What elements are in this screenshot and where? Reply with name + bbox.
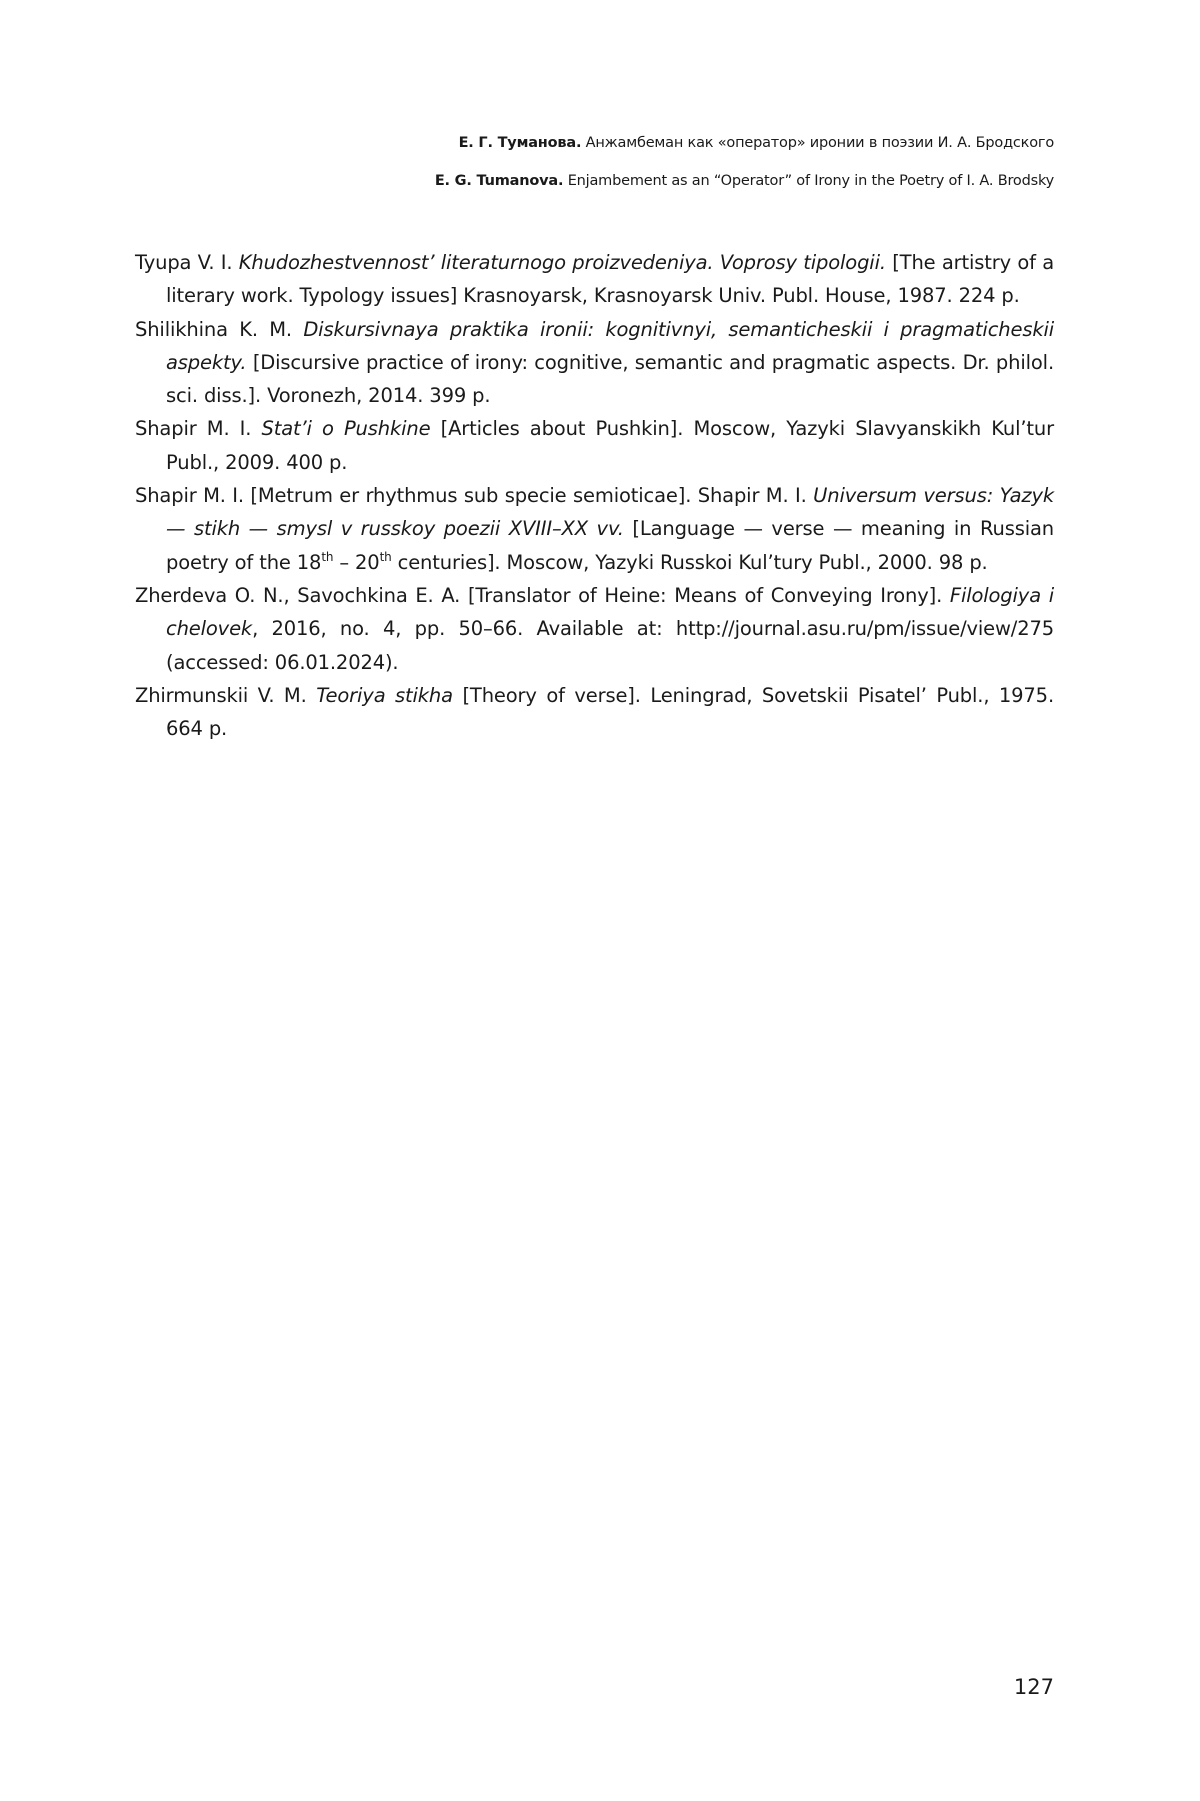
reference-item-shapir-universum [135,479,1054,579]
ref-details: , 2016, no. 4, pp. 50–66. Available at: http://journal.asu.ru/pm/issue/view/275 (accessed: 06.01.2024). [166,617,1054,674]
running-head-english [435,162,1054,200]
ref-details: [Theory of verse]. Leningrad, Sovetskii Pisatel’ Publ., 1975. 664 p. [166,683,1054,741]
ref-title: Diskursivnaya praktika ironii: kognitivnyi, semanticheskii i pragmaticheskii aspekty. [166,317,1055,374]
ref-authors: Shilikhina K. M. [135,317,304,341]
ref-title: Universum versus: Yazyk — stikh — smysl v russkoy poezii XVIII–XX vv. [166,484,1054,541]
reference-item-tyupa [135,246,1054,313]
running-head-ru-title: Анжамбеман как «оператор» иронии в поэзии И. А. Бродского [585,135,1054,151]
running-head-en-title: Enjambement as an “Operator” of Irony in the Poetry of I. A. Brodsky [567,173,1054,189]
ref-title: Khudozhestvennost’ literaturnogo proizvedeniya. Voprosy tipologii. [238,251,886,274]
ref-details: [The artistry of a literary work. Typology issues] Krasnoyarsk, Krasnoyarsk Univ. Publ. House, 1987. 224 p. [166,251,1054,308]
reference-item-shapir-pushkin [135,412,1054,479]
ref-title: Stat’i o Pushkine [261,417,431,441]
ref-details: [Articles about Pushkin]. Moscow, Yazyki Slavyanskikh Kul’tur Publ., 2009. 400 p. [166,417,1054,474]
ref-details: – 20 [333,550,380,574]
ref-authors: Zherdeva O. N., Savochkina E. A. [Translator of Heine: Means of Conveying Irony]. [135,583,950,607]
ref-authors: Tyupa V. I. [135,251,239,274]
ref-journal: Filologiya i chelovek [166,583,1054,641]
ref-details: [Discursive practice of irony: cognitive, semantic and pragmatic aspects. Dr. philol. sci. diss.]. Voronezh, 2014. 399 p. [166,350,1054,408]
reference-item-zhirmunskii [135,679,1054,746]
ref-authors: Shapir M. I. [135,417,262,441]
ref-title: Teoriya stikha [316,683,453,707]
ref-superscript: th [379,549,392,564]
running-head-ru-author: Е. Г. Туманова. [458,135,582,151]
ref-authors: Zhirmunskii V. M. [135,683,317,707]
running-head [435,124,1054,200]
ref-details: [Language — verse — meaning in Russian poetry of the 18 [166,517,1055,574]
reference-item-zherdeva [135,579,1054,679]
ref-authors: Shapir M. I. [Metrum er rhythmus sub specie semioticae]. Shapir M. I. [135,484,814,508]
ref-details: centuries]. Moscow, Yazyki Russkoi Kul’tury Publ., 2000. 98 p. [391,550,988,574]
page-number: 127 [1013,1675,1054,1699]
reference-item-shilikhina [135,313,1054,413]
running-head-russian [435,124,1054,162]
running-head-en-author: E. G. Tumanova. [434,173,564,189]
reference-list [135,246,1054,745]
ref-superscript: th [321,549,334,564]
